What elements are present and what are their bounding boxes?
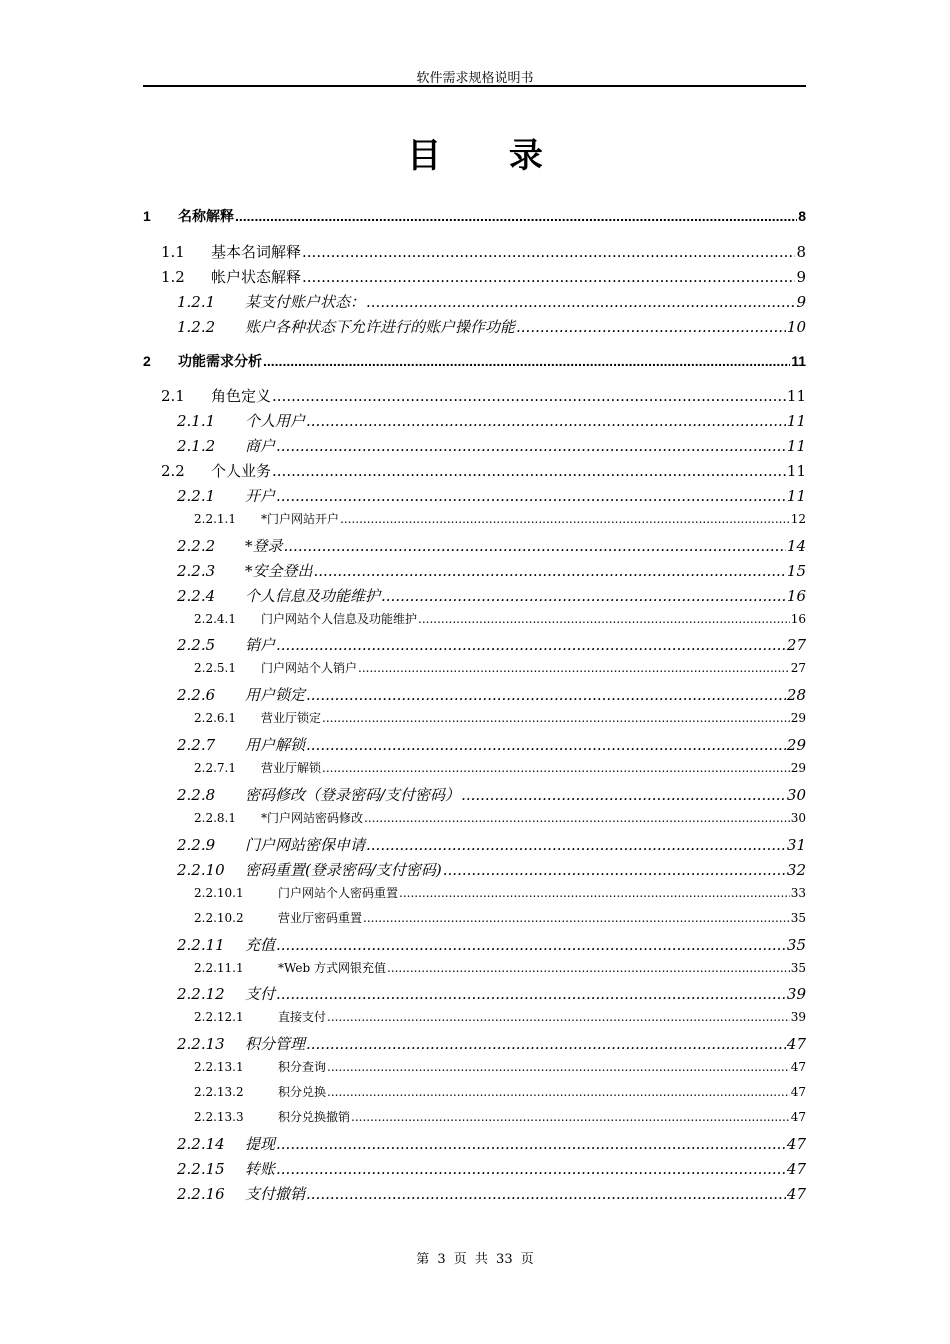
toc-entry-page: 29 xyxy=(786,736,806,754)
toc-leader-dots xyxy=(366,836,786,854)
toc-entry-page: 9 xyxy=(796,293,806,311)
toc-entry-page: 12 xyxy=(790,512,806,526)
toc-entry-number: 2.2.13 xyxy=(177,1035,225,1053)
toc-leader-dots xyxy=(461,786,786,804)
toc-leader-dots xyxy=(276,437,786,455)
toc-entry[interactable] xyxy=(177,1183,806,1204)
running-header-title: 软件需求规格说明书 xyxy=(416,71,534,86)
toc-entry-number: 2.2.2 xyxy=(177,537,216,555)
toc-entry[interactable] xyxy=(177,435,806,456)
toc-entry-label: 功能需求分析 xyxy=(178,353,262,369)
toc-entry-page: 10 xyxy=(786,318,806,336)
toc-entry-label: 名称解释 xyxy=(178,208,234,224)
toc-entry-label: 转账 xyxy=(245,1160,276,1178)
toc-entry-label: 支付撤销 xyxy=(245,1185,306,1203)
toc-entry-page: 47 xyxy=(786,1035,806,1053)
toc-entry[interactable] xyxy=(194,759,806,776)
toc-leader-dots xyxy=(235,208,797,224)
toc-entry[interactable] xyxy=(177,934,806,955)
toc-leader-dots xyxy=(276,636,786,654)
toc-entry-page: 35 xyxy=(786,936,806,954)
toc-entry-page: 29 xyxy=(790,711,806,725)
toc-entry-page: 16 xyxy=(790,612,806,626)
toc-entry-page: 11 xyxy=(786,462,806,480)
toc-entry-label: 个人用户 xyxy=(245,412,306,430)
toc-entry[interactable] xyxy=(177,834,806,855)
toc-entry-label: 门户网站密保申请 xyxy=(245,836,366,854)
toc-entry-label: 充值 xyxy=(245,936,276,954)
toc-entry-number: 1.2.2 xyxy=(177,318,216,336)
toc-entry[interactable] xyxy=(194,709,806,726)
toc-leader-dots xyxy=(276,985,786,1003)
toc-entry[interactable] xyxy=(177,560,806,581)
toc-leader-dots xyxy=(302,268,795,286)
toc-leader-dots xyxy=(263,353,790,369)
toc-leader-dots xyxy=(364,811,790,825)
toc-entry-label: *安全登出 xyxy=(245,562,313,580)
toc-entry-page: 11 xyxy=(786,437,806,455)
toc-entry-number: 2.2.13.2 xyxy=(194,1085,244,1099)
toc-entry[interactable] xyxy=(161,460,806,481)
toc-entry[interactable] xyxy=(194,959,806,976)
toc-entry-page: 8 xyxy=(796,243,806,261)
toc-entry-number: 2.2.9 xyxy=(177,836,216,854)
toc-entry-label: 营业厅解锁 xyxy=(261,761,322,775)
toc-entry-page: 11 xyxy=(786,387,806,405)
toc-entry-label: 商户 xyxy=(245,437,276,455)
toc-entry-label: 个人信息及功能维护 xyxy=(245,587,381,605)
toc-entry-number: 1.2.1 xyxy=(177,293,216,311)
toc-entry[interactable] xyxy=(177,485,806,506)
toc-entry-label: 密码修改（登录密码/支付密码） xyxy=(245,786,461,804)
toc-entry[interactable] xyxy=(194,909,806,926)
toc-entry[interactable] xyxy=(143,351,806,371)
toc-leader-dots xyxy=(351,1110,790,1124)
toc-entry-label: *Web 方式网银充值 xyxy=(278,961,386,975)
toc-entry-page: 32 xyxy=(786,861,806,879)
toc-entry-page: 11 xyxy=(786,487,806,505)
toc-entry-label: 积分兑换 xyxy=(278,1085,327,1099)
toc-entry-page: 16 xyxy=(786,587,806,605)
header-rule xyxy=(143,85,806,87)
toc-entry-label: 提现 xyxy=(245,1135,276,1153)
toc-title: 目 录 xyxy=(407,136,571,176)
toc-entry-label: 个人业务 xyxy=(211,462,272,480)
toc-entry-page: 27 xyxy=(786,636,806,654)
toc-entry-label: 支付 xyxy=(245,985,276,1003)
toc-entry-page: 35 xyxy=(790,911,806,925)
toc-leader-dots xyxy=(306,736,786,754)
toc-entry-number: 2.2.13.3 xyxy=(194,1110,244,1124)
toc-entry[interactable] xyxy=(177,410,806,431)
toc-leader-dots xyxy=(302,243,795,261)
toc-entry-label: 营业厅锁定 xyxy=(261,711,322,725)
toc-leader-dots xyxy=(381,587,786,605)
toc-entry-label: *门户网站开户 xyxy=(261,512,340,526)
toc-entry-number: 1.2 xyxy=(161,268,185,286)
toc-entry-label: 某支付账户状态： xyxy=(245,293,366,311)
toc-entry-page: 47 xyxy=(790,1085,806,1099)
toc-entry-number: 2.2.12.1 xyxy=(194,1010,244,1024)
toc-entry-label: 密码重置(登录密码/支付密码) xyxy=(245,861,442,879)
toc-entry-number: 2.2.14 xyxy=(177,1135,225,1153)
toc-entry-label: 门户网站个人密码重置 xyxy=(278,886,399,900)
toc-leader-dots xyxy=(272,387,786,405)
toc-entry-number: 2.1 xyxy=(161,387,185,405)
toc-entry-number: 2.2.10 xyxy=(177,861,225,879)
toc-entry-label: 帐户状态解释 xyxy=(211,268,302,286)
toc-entry[interactable] xyxy=(177,634,806,655)
toc-entry[interactable] xyxy=(177,1158,806,1179)
toc-entry-number: 2.2 xyxy=(161,462,185,480)
toc-entry-label: 积分管理 xyxy=(245,1035,306,1053)
toc-entry[interactable] xyxy=(177,859,806,880)
toc-entry-number: 2.2.1 xyxy=(177,487,216,505)
toc-entry-page: 35 xyxy=(790,961,806,975)
toc-entry[interactable] xyxy=(177,983,806,1004)
toc-entry-number: 2.2.6 xyxy=(177,686,216,704)
toc-leader-dots xyxy=(314,562,786,580)
toc-leader-dots xyxy=(327,1060,790,1074)
toc-entry[interactable] xyxy=(194,1008,806,1025)
toc-entry-number: 2.2.3 xyxy=(177,562,216,580)
toc-entry-label: 基本名词解释 xyxy=(211,243,302,261)
toc-entry[interactable] xyxy=(143,206,806,226)
toc-entry-label: *登录 xyxy=(245,537,283,555)
toc-entry-page: 47 xyxy=(786,1135,806,1153)
toc-entry-page: 47 xyxy=(790,1110,806,1124)
toc-entry-label: 门户网站个人信息及功能维护 xyxy=(261,612,418,626)
toc-entry-label: 账户各种状态下允许进行的账户操作功能 xyxy=(245,318,516,336)
toc-leader-dots xyxy=(276,1135,786,1153)
toc-leader-dots xyxy=(340,512,790,526)
toc-entry[interactable] xyxy=(194,1083,806,1100)
toc-entry-number: 2.2.5 xyxy=(177,636,216,654)
toc-entry-number: 2.2.10.2 xyxy=(194,911,244,925)
toc-entry[interactable] xyxy=(194,659,806,676)
toc-leader-dots xyxy=(322,761,790,775)
toc-leader-dots xyxy=(306,686,786,704)
toc-leader-dots xyxy=(399,886,790,900)
toc-entry-number: 2.2.8.1 xyxy=(194,811,236,825)
toc-leader-dots xyxy=(327,1010,790,1024)
toc-entry[interactable] xyxy=(194,1108,806,1125)
toc-entry-number: 2.2.5.1 xyxy=(194,661,236,675)
toc-entry-number: 2.2.4 xyxy=(177,587,216,605)
toc-entry-label: 积分查询 xyxy=(278,1060,327,1074)
toc-leader-dots xyxy=(443,861,786,879)
toc-leader-dots xyxy=(363,911,790,925)
toc-entry-page: 30 xyxy=(786,786,806,804)
toc-entry-page: 33 xyxy=(790,886,806,900)
toc-leader-dots xyxy=(276,936,786,954)
toc-entry[interactable] xyxy=(194,809,806,826)
toc-entry[interactable] xyxy=(177,784,806,805)
toc-entry-label: 角色定义 xyxy=(211,387,272,405)
toc-entry-page: 15 xyxy=(786,562,806,580)
toc-entry[interactable] xyxy=(194,610,806,627)
toc-entry-number: 2.2.11.1 xyxy=(194,961,244,975)
toc-entry-page: 39 xyxy=(790,1010,806,1024)
toc-entry-number: 2.2.16 xyxy=(177,1185,225,1203)
toc-entry-label: 用户解锁 xyxy=(245,736,306,754)
toc-leader-dots xyxy=(272,462,786,480)
toc-entry-page: 27 xyxy=(790,661,806,675)
toc-leader-dots xyxy=(322,711,790,725)
toc-entry-page: 8 xyxy=(798,208,806,224)
toc-leader-dots xyxy=(366,293,795,311)
toc-entry-number: 2.2.7.1 xyxy=(194,761,236,775)
toc-entry-number: 2.1.2 xyxy=(177,437,216,455)
toc-entry-label: 营业厅密码重置 xyxy=(278,911,363,925)
toc-entry-label: 用户锁定 xyxy=(245,686,306,704)
toc-entry[interactable] xyxy=(177,291,806,312)
toc-entry-page: 11 xyxy=(786,412,806,430)
toc-entry[interactable] xyxy=(177,684,806,705)
toc-entry[interactable] xyxy=(161,241,806,262)
toc-entry-number: 2.2.13.1 xyxy=(194,1060,244,1074)
toc-leader-dots xyxy=(327,1085,790,1099)
toc-entry[interactable] xyxy=(177,1133,806,1154)
toc-entry-number: 2.2.11 xyxy=(177,936,225,954)
toc-entry-page: 11 xyxy=(791,353,806,369)
page-footer: 第 3 页 共 33 页 xyxy=(416,1252,534,1267)
toc-entry-label: 开户 xyxy=(245,487,276,505)
toc-entry-label: 门户网站个人销户 xyxy=(261,661,358,675)
toc-entry[interactable] xyxy=(177,1033,806,1054)
toc-entry[interactable] xyxy=(177,734,806,755)
toc-leader-dots xyxy=(284,537,786,555)
toc-entry-number: 2.2.6.1 xyxy=(194,711,236,725)
toc-entry[interactable] xyxy=(161,385,806,406)
toc-entry[interactable] xyxy=(177,585,806,606)
toc-leader-dots xyxy=(276,1160,786,1178)
toc-leader-dots xyxy=(306,1035,786,1053)
toc-entry[interactable] xyxy=(161,266,806,287)
toc-entry-number: 2.2.4.1 xyxy=(194,612,236,626)
toc-leader-dots xyxy=(358,661,790,675)
toc-leader-dots xyxy=(276,487,786,505)
toc-leader-dots xyxy=(418,612,790,626)
toc-entry-page: 29 xyxy=(790,761,806,775)
toc-entry-page: 47 xyxy=(786,1185,806,1203)
toc-leader-dots xyxy=(387,961,790,975)
toc-entry[interactable] xyxy=(177,316,806,337)
toc-entry-number: 2.2.8 xyxy=(177,786,216,804)
toc-entry[interactable] xyxy=(194,510,806,527)
toc-entry-page: 47 xyxy=(790,1060,806,1074)
toc-entry-number: 2.2.7 xyxy=(177,736,216,754)
toc-entry-number: 1.1 xyxy=(161,243,185,261)
toc-entry[interactable] xyxy=(194,884,806,901)
toc-leader-dots xyxy=(516,318,786,336)
toc-entry-page: 39 xyxy=(786,985,806,1003)
toc-entry-page: 14 xyxy=(786,537,806,555)
toc-entry-label: 销户 xyxy=(245,636,276,654)
toc-entry-number: 2.1.1 xyxy=(177,412,216,430)
toc-entry-number: 2.2.10.1 xyxy=(194,886,244,900)
toc-entry-page: 47 xyxy=(786,1160,806,1178)
toc-entry-number: 1 xyxy=(143,208,151,224)
toc-entry-label: 直接支付 xyxy=(278,1010,327,1024)
toc-entry-page: 30 xyxy=(790,811,806,825)
toc-entry-label: 积分兑换撤销 xyxy=(278,1110,351,1124)
toc-entry-number: 2.2.1.1 xyxy=(194,512,236,526)
toc-leader-dots xyxy=(306,1185,786,1203)
toc-entry-label: *门户网站密码修改 xyxy=(261,811,364,825)
toc-entry-number: 2 xyxy=(143,353,151,369)
toc-entry-page: 28 xyxy=(786,686,806,704)
toc-entry[interactable] xyxy=(194,1058,806,1075)
toc-entry-page: 9 xyxy=(796,268,806,286)
toc-entry[interactable] xyxy=(177,535,806,556)
toc-entry-number: 2.2.15 xyxy=(177,1160,225,1178)
toc-entry-number: 2.2.12 xyxy=(177,985,225,1003)
toc-leader-dots xyxy=(306,412,786,430)
toc-entry-page: 31 xyxy=(786,836,806,854)
